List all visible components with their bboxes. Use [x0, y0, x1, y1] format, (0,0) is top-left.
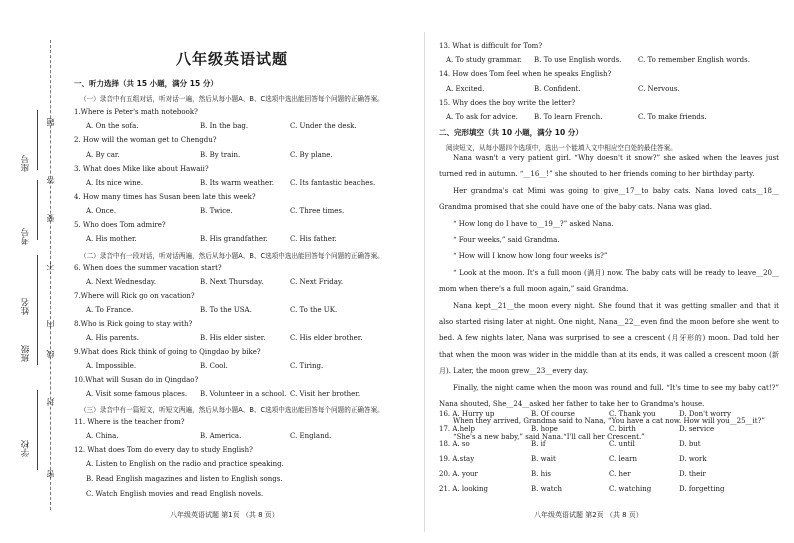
class-label: 班级 — [21, 345, 31, 362]
option-b[interactable]: B. In the bag. — [200, 122, 249, 130]
option-b[interactable]: B. His grandfather. — [200, 235, 268, 243]
passage-paragraph: “ How will I know how long four weeks is?” — [453, 252, 608, 261]
choice-b[interactable]: B. hope — [531, 425, 558, 433]
option-c[interactable]: C. To the UK. — [290, 306, 338, 314]
option-c[interactable]: C. To remember English words. — [638, 56, 750, 64]
question: 14. How does Tom feel when he speaks English? — [439, 70, 612, 78]
option-c[interactable]: C. By plane. — [290, 151, 333, 159]
option-c[interactable]: C. England. — [290, 432, 332, 440]
choice-c[interactable]: C. watching — [609, 485, 652, 493]
question: 8.Who is Rick going to stay with? — [74, 320, 193, 328]
seal-char: 要 — [46, 214, 55, 222]
choice-d[interactable]: D. their — [679, 470, 706, 478]
question: 10.What will Susan do in Qingdao? — [74, 376, 199, 384]
question: 7.Where will Rick go on vacation? — [74, 292, 195, 300]
cloze-passage — [439, 150, 779, 445]
instruction: 阅读短文，从每小题四个选项中，选出一个能填入文中相应空白处的最佳答案。 — [446, 144, 677, 152]
passage-paragraph: Nana wasn't a very patient girl. “Why doesn't it snow?” she asked when the leaves just turned red in autumn. “__16__!” she shouted to her friends coming to her birthday party. — [439, 154, 779, 179]
option-b[interactable]: B. To learn French. — [534, 113, 603, 121]
instruction: （一）录音中有五组对话，听对话一遍，然后从每小题A、B、C选项中选出能回答每个问题的正确答案。 — [80, 95, 384, 103]
question: 1.Where is Peter's math notebook? — [74, 108, 198, 116]
passage-paragraph: “She's a new baby,” said Nana.“I'll call her Crescent.” — [453, 432, 645, 441]
page-footer: 八年级英语试题 第1页 （共 8 页） — [170, 511, 279, 519]
page-2 — [424, 0, 794, 543]
question: 9.What does Rick think of going to Qingdao by bike? — [74, 348, 261, 356]
choice-d[interactable]: D. Don't worry — [679, 410, 731, 418]
option-b[interactable]: B. To use English words. — [534, 56, 622, 64]
choice-c[interactable]: C. until — [609, 440, 635, 448]
question: 12. What does Tom do every day to study English? — [74, 446, 253, 454]
question: 5. Who does Tom admire? — [74, 221, 166, 229]
option-a[interactable]: A. Visit some famous places. — [86, 390, 188, 398]
seal-char: 不 — [46, 262, 55, 270]
option-a[interactable]: A. To ask for advice. — [446, 113, 518, 121]
passage-paragraph: Nana kept__21__the moon every night. She found that it was getting smaller and that it also started rising later at night. One night, Nana__22__even find the moon before she went to bed. A few nights later, Nana was surprised to see a crescent (月牙形的) moon. Dad told her that when the moon was wider in the middle than at its ends, it was called a crescent moon (新月). Later, the moon grew__23__every day. — [439, 301, 779, 376]
option-a[interactable]: A. Next Wednesday. — [86, 278, 157, 286]
option-b[interactable]: B. Next Thursday. — [200, 278, 264, 286]
option-b[interactable]: B. His elder sister. — [200, 334, 266, 342]
passage-paragraph: “ How long do I have to__19__?” asked Nana. — [453, 219, 614, 228]
choice-a[interactable]: 20. A. your — [439, 470, 478, 478]
question: 4. How many times has Susan been late this week? — [74, 193, 256, 201]
choice-b[interactable]: B. his — [531, 470, 551, 478]
question: 11. Where is the teacher from? — [74, 418, 185, 426]
option-a[interactable]: A. On the sofa. — [86, 122, 139, 130]
choice-c[interactable]: C. Thank you — [609, 410, 656, 418]
choice-c[interactable]: C. her — [609, 470, 631, 478]
option-a[interactable]: A. By car. — [86, 151, 120, 159]
choice-a[interactable]: 21. A. looking — [439, 485, 488, 493]
choice-c[interactable]: C. learn — [609, 455, 637, 463]
option-a[interactable]: A. To study grammar. — [446, 56, 522, 64]
choice-d[interactable]: D. service — [679, 425, 715, 433]
seat-number-label: 座号 — [21, 155, 31, 172]
option-c[interactable]: C. Under the desk. — [290, 122, 357, 130]
seal-char: 题 — [46, 118, 55, 126]
option-c[interactable]: C. His father. — [290, 235, 337, 243]
option-b[interactable]: B. Its warm weather. — [200, 179, 274, 187]
option-c[interactable]: C. To make friends. — [638, 113, 707, 121]
option-c[interactable]: C. Its fantastic beaches. — [290, 179, 376, 187]
question: 15. Why does the boy write the letter? — [439, 99, 576, 107]
seal-char: 密 — [46, 470, 55, 478]
option-c[interactable]: C. Three times. — [290, 207, 345, 215]
section-heading: 一、听力选择（共 15 小题，满分 15 分） — [74, 79, 218, 88]
choice-d[interactable]: D. forgetting — [679, 485, 725, 493]
option-a[interactable]: A. China. — [86, 432, 119, 440]
option-a[interactable]: A. Listen to English on the radio and practice speaking. — [86, 460, 284, 468]
option-b[interactable]: B. By train. — [200, 151, 241, 159]
option-c[interactable]: C. Tiring. — [290, 362, 324, 370]
choice-a[interactable]: 19. A.stay — [439, 455, 475, 463]
choice-b[interactable]: B. if — [531, 440, 546, 448]
option-a[interactable]: A. His parents. — [86, 334, 139, 342]
option-c[interactable]: C. His elder brother. — [290, 334, 363, 342]
option-b[interactable]: B. Confident. — [534, 85, 581, 93]
option-b[interactable]: B. Volunteer in a school. — [200, 390, 287, 398]
seal-char: 线 — [46, 350, 55, 358]
option-b[interactable]: B. Twice. — [200, 207, 233, 215]
passage-paragraph: Her grandma's cat Mimi was going to give__17__to baby cats. Nana loved cats__18__ Grandma promised that she could have one of the baby cats. Nana was glad. — [439, 186, 779, 212]
option-b[interactable]: B. To the USA. — [200, 306, 252, 314]
choice-a[interactable]: 17. A.help — [439, 425, 476, 433]
seal-char: 答 — [46, 176, 55, 184]
question: 6. When does the summer vacation start? — [74, 264, 222, 272]
seal-char: 内 — [46, 320, 55, 328]
option-a[interactable]: A. His mother. — [86, 235, 137, 243]
choice-c[interactable]: C. birth — [609, 425, 636, 433]
option-a[interactable]: A. Excited. — [446, 85, 485, 93]
option-b[interactable]: B. America. — [200, 432, 242, 440]
option-c[interactable]: C. Visit her brother. — [290, 390, 361, 398]
choice-b[interactable]: B. Of course — [531, 410, 575, 418]
option-c[interactable]: C. Nervous. — [638, 85, 680, 93]
instruction: （二）录音中有一段对话，听对话两遍，然后从每小题A、B、C选项中选出能回答每个问题的正确答案。 — [80, 252, 384, 260]
choice-d[interactable]: D. work — [679, 455, 707, 463]
choice-a[interactable]: 18. A. so — [439, 440, 470, 448]
passage-paragraph: Finally, the night came when the moon was round and full. “It's time to see my baby cat!?” Nana shouted, She__24__asked her father to take her to Grandma's house. — [439, 383, 779, 409]
seal-char: 封 — [46, 398, 55, 406]
name-label: 姓名 — [21, 298, 31, 315]
choice-b[interactable]: B. watch — [531, 485, 563, 493]
question: 3. What does Mike like about Hawaii? — [74, 165, 209, 173]
section-heading: 二、完形填空（共 10 小题，满分 10 分） — [439, 128, 583, 137]
option-c[interactable]: C. Watch English movies and read English novels. — [86, 490, 264, 498]
choice-a[interactable]: 16. A. Hurry up — [439, 410, 495, 418]
passage-paragraph: When they arrived, Grandma said to Nana, “You have a cat now. How will you__25__it?” — [453, 416, 765, 425]
page-footer: 八年级英语试题 第2页 （共 8 页） — [534, 511, 643, 519]
option-a[interactable]: A. Once. — [86, 207, 117, 215]
option-a[interactable]: A. Impossible. — [86, 362, 137, 370]
page-title: 八年级英语试题 — [176, 50, 289, 68]
option-a[interactable]: A. Its nice wine. — [86, 179, 144, 187]
choice-d[interactable]: D. but — [679, 440, 701, 448]
option-b[interactable]: B. Cool. — [200, 362, 228, 370]
school-label: 学校 — [21, 440, 31, 457]
question: 2. How will the woman get to Chengdu? — [74, 136, 217, 144]
option-b[interactable]: B. Read English magazines and listen to English songs. — [86, 475, 283, 483]
instruction: （三）录音中有一篇短文，听短文两遍，然后从每小题A、B、C选项中选出能回答每个问题的正确答案。 — [80, 406, 384, 414]
question: 13. What is difficult for Tom? — [439, 42, 543, 50]
passage-paragraph: “ Look at the moon. It's a full moon (满月) now. The baby cats will be ready to leave__20__ mom when there's a full moon again,” said Grandma. — [439, 268, 779, 294]
option-c[interactable]: C. Next Friday. — [290, 278, 344, 286]
passage-paragraph: “ Four weeks,” said Grandma. — [453, 236, 560, 245]
option-a[interactable]: A. To France. — [86, 306, 134, 314]
choice-b[interactable]: B. wait — [531, 455, 556, 463]
exam-number-label: 考号 — [21, 228, 31, 245]
